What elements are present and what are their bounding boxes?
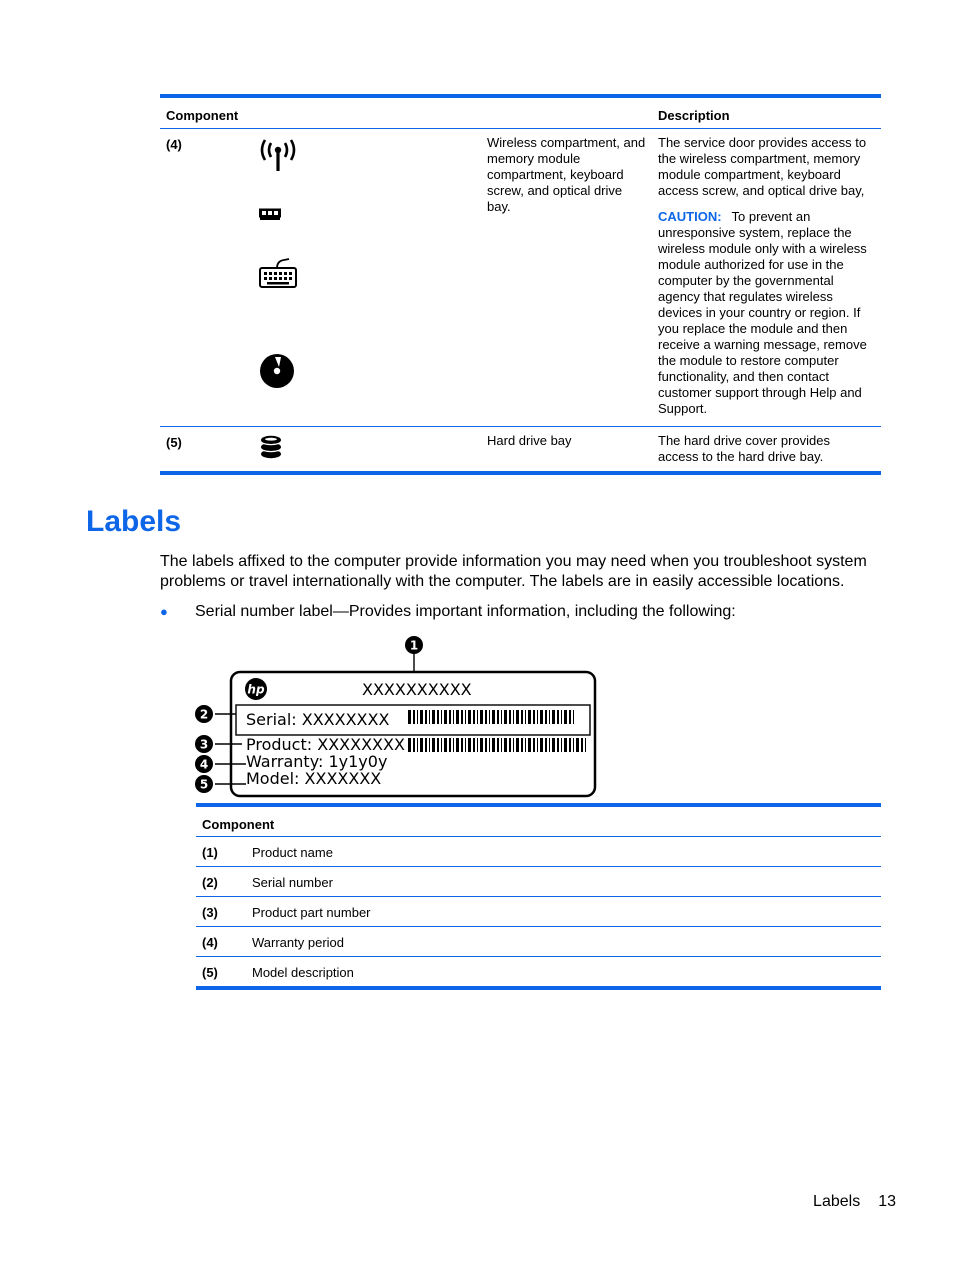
- intro-paragraph: The labels affixed to the computer provide information you may need when you troubleshoot system problems or travel internationally with the computer. The labels are in easily accessible locations.: [160, 553, 867, 590]
- row-label: Warranty period: [252, 935, 344, 950]
- table-row: [196, 957, 881, 986]
- table-header: [196, 807, 881, 837]
- hp-logo: [245, 678, 267, 700]
- component-table-top: [160, 94, 881, 475]
- page-number: 13: [878, 1193, 896, 1210]
- serial-number-label-illustration: [190, 632, 602, 802]
- bullet-text: Serial number label—Provides important information, including the following:: [195, 603, 736, 620]
- section-title: Labels: [86, 505, 182, 538]
- svg-text:2: 2: [199, 707, 209, 722]
- label-product-code: XXXXXXXXXX: [362, 680, 472, 699]
- header-component: Component: [166, 108, 239, 123]
- row-number: (5): [166, 435, 182, 450]
- row-label: Model description: [252, 965, 354, 980]
- row-number: (4): [166, 137, 182, 152]
- label-warranty: Warranty: 1y1y0y: [246, 752, 388, 771]
- header-component: Component: [202, 817, 275, 832]
- svg-text:5: 5: [199, 777, 209, 792]
- wireless-icon: [258, 137, 298, 177]
- svg-text:3: 3: [199, 737, 209, 752]
- hp-logo-text: hp: [247, 682, 265, 697]
- svg-text:1: 1: [409, 638, 419, 653]
- hard-drive-icon: [260, 435, 282, 459]
- serial-barcode: [408, 710, 574, 724]
- callout-4: [195, 755, 213, 773]
- label-serial: Serial: XXXXXXXX: [246, 710, 390, 729]
- row-number: (1): [202, 845, 218, 860]
- component-name: Hard drive bay: [487, 433, 572, 448]
- row-number: (2): [202, 875, 218, 890]
- table-bottom-rule: [160, 471, 881, 475]
- bullet-marker: ●: [160, 604, 168, 619]
- caution-text: To prevent an unresponsive system, replace the wireless module only with a wireless module authorized for use in the computer by the governmental agency that regulates wireless devices in your country or region. If you replace the module and then receive a warning message, remove the module to restore computer functionality, and then contact customer support through Help and Support.: [658, 209, 867, 416]
- component-description: The hard drive cover provides access to the hard drive bay.: [658, 433, 830, 464]
- row-label: Product name: [252, 845, 333, 860]
- table-row: [196, 927, 881, 957]
- keyboard-icon: [258, 257, 298, 289]
- table-header: [160, 98, 881, 129]
- table-bottom-rule: [196, 986, 881, 990]
- table-row: [160, 129, 881, 427]
- table-row: [196, 867, 881, 897]
- table-row: [160, 427, 881, 471]
- svg-text:4: 4: [199, 757, 209, 772]
- row-number: (5): [202, 965, 218, 980]
- row-label: Product part number: [252, 905, 371, 920]
- caution-label: CAUTION:: [658, 209, 722, 224]
- label-model: Model: XXXXXXX: [246, 769, 382, 788]
- callout-3: [195, 735, 213, 753]
- component-table-labels: [196, 803, 881, 990]
- callout-1: [405, 636, 423, 654]
- row-label: Serial number: [252, 875, 333, 890]
- page-footer: [813, 1193, 896, 1211]
- memory-module-icon: [258, 207, 282, 221]
- optical-disc-icon: [258, 351, 298, 391]
- caution-block: [658, 209, 872, 417]
- footer-section: Labels: [813, 1193, 861, 1210]
- header-description: Description: [658, 108, 730, 123]
- table-row: [196, 837, 881, 867]
- row-number: (3): [202, 905, 218, 920]
- description-text: The service door provides access to the wireless compartment, memory module compartment, keyboard access screw, and optical drive bay,: [658, 135, 867, 198]
- component-name: Wireless compartment, and memory module compartment, keyboard screw, and optical drive bay.: [487, 135, 646, 214]
- product-barcode: [408, 738, 586, 752]
- row-number: (4): [202, 935, 218, 950]
- label-product: Product: XXXXXXXX: [246, 735, 405, 754]
- callout-2: [195, 705, 213, 723]
- table-row: [196, 897, 881, 927]
- callout-5: [195, 775, 213, 793]
- component-description: [658, 135, 872, 427]
